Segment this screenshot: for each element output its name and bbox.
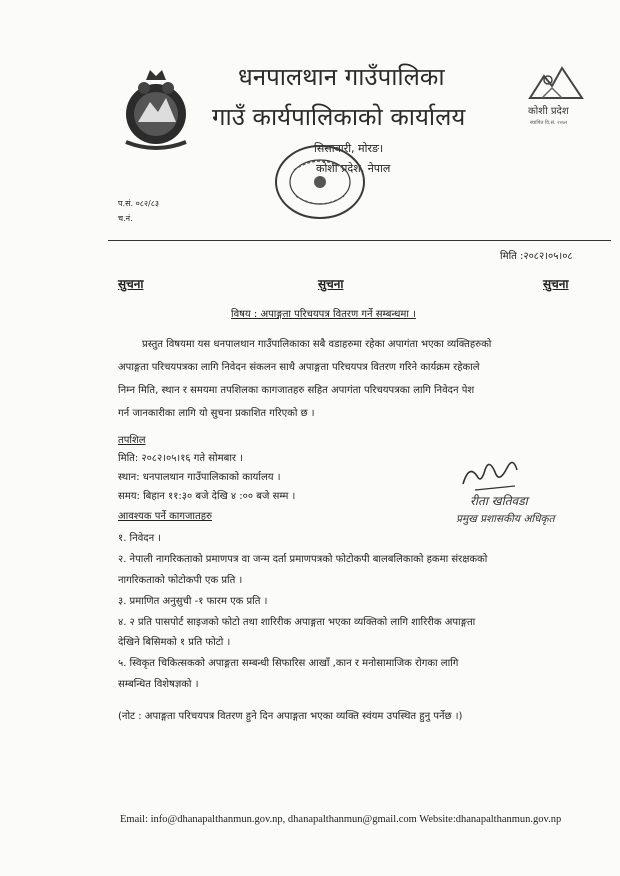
notice-date: मिति :२०८२।०५।०८ bbox=[500, 251, 573, 262]
schedule-time: समय: बिहान ११:३० बजे देखि ४ :०० बजे सम्म । bbox=[118, 491, 296, 502]
document-item: सम्बन्धित विशेषज्ञको । bbox=[118, 679, 199, 690]
body-line-3: निम्न मिति, स्थान र समयमा तपशिलका कागजातहरु सहित अपागंता परिचयपत्रका लागि निवेदन पेश bbox=[118, 385, 475, 396]
schedule-place: स्थान: धनपालथान गाउँपालिकाको कार्यालय । bbox=[118, 472, 281, 483]
nepal-emblem-icon bbox=[120, 62, 192, 152]
municipality-title: धनपालथान गाउँपालिका bbox=[238, 63, 445, 91]
address-line1: सिसाबारी, मोरङ। bbox=[314, 142, 384, 155]
office-stamp-icon bbox=[272, 140, 368, 222]
document-item: १. निवेदन । bbox=[118, 533, 162, 544]
koshi-logo-text: कोशी प्रदेश bbox=[528, 106, 569, 117]
documents-heading: आवश्यक पर्ने कागजातहरु bbox=[118, 511, 212, 522]
notice-heading-right: सुचना bbox=[543, 277, 569, 291]
document-item: देखिने बिसिमको १ प्रति फोटो । bbox=[118, 637, 231, 648]
notice-heading-left: सुचना bbox=[118, 277, 144, 291]
body-line-2: अपाङ्गता परिचयपत्रका लागि निवेदन संकलन साथै अपाङ्गता परिचयपत्र वितरण गरिने कार्यक्रम रहेकाले bbox=[118, 362, 480, 373]
document-item: ४. २ प्रति पासपोर्ट साइजको फोटो तथा शारिरीक अपाङ्गता भएका व्यक्तिको लागि शारिरीक अपाङ्गता bbox=[118, 617, 476, 628]
document-item: नागरिकताको फोटोकपी एक प्रति । bbox=[118, 575, 243, 586]
document-item: ५. स्विकृत चिकित्सकको अपाङ्गता सम्बन्धी सिफारिस आखाँ ,कान र मनोसामाजिक रोगका लागि bbox=[118, 658, 459, 669]
header-divider bbox=[108, 240, 611, 241]
subject-line: विषय : अपाङ्गता परिचयपत्र वितरण गर्ने सम्बन्धमा । bbox=[231, 309, 416, 320]
signature-icon bbox=[455, 450, 535, 498]
koshi-pradesh-logo-icon bbox=[522, 58, 594, 128]
reference-number: प.सं. ०८२/८३ bbox=[118, 199, 160, 208]
notice-heading-center: सुचना bbox=[318, 277, 344, 291]
koshi-logo-subtext: स्थापित वि.सं. २०७२ bbox=[530, 120, 568, 126]
office-title: गाउँ कार्यपालिकाको कार्यालय bbox=[212, 103, 466, 131]
note-line: (नोट : अपाङ्गता परिचयपत्र वितरण हुने दिन अपाङ्गता भएका व्यक्ति स्वंयम उपस्थित हुनु पर्नेछ ।) bbox=[118, 711, 463, 722]
body-line-1: प्रस्तुत विषयमा यस धनपालथान गाउँपालिकाका सबै वडाहरुमा रहेका अपागंता भएका व्यक्तिहरुको bbox=[142, 339, 492, 350]
footer-contact: Email: info@dhanapalthanmun.gov.np, dhanapalthanmun@gmail.com Website:dhanapalthanmun.gov.np bbox=[120, 814, 562, 825]
document-item: ३. प्रमाणित अनुसुची -१ फारम एक प्रति । bbox=[118, 596, 268, 607]
schedule-heading: तपशिल bbox=[118, 435, 146, 446]
body-line-4: गर्न जानकारीका लागि यो सुचना प्रकाशित गरिएको छ । bbox=[118, 408, 315, 419]
address-line2: कोशी प्रदेश, नेपाल bbox=[316, 162, 391, 175]
schedule-date: मिति: २०८२।०५।१६ गते सोमबार । bbox=[118, 453, 243, 464]
document-item: २. नेपाली नागरिकताको प्रमाणपत्र वा जन्म दर्ता प्रमाणपत्रको फोटोकपी बालबलिकाको हकमा संरक्षकको bbox=[118, 554, 488, 565]
signatory-name: रीता खतिवडा bbox=[470, 494, 528, 508]
signatory-title: प्रमुख प्रशासकीय अधिकृत bbox=[456, 513, 555, 525]
dispatch-number: च.नं. bbox=[118, 214, 133, 223]
